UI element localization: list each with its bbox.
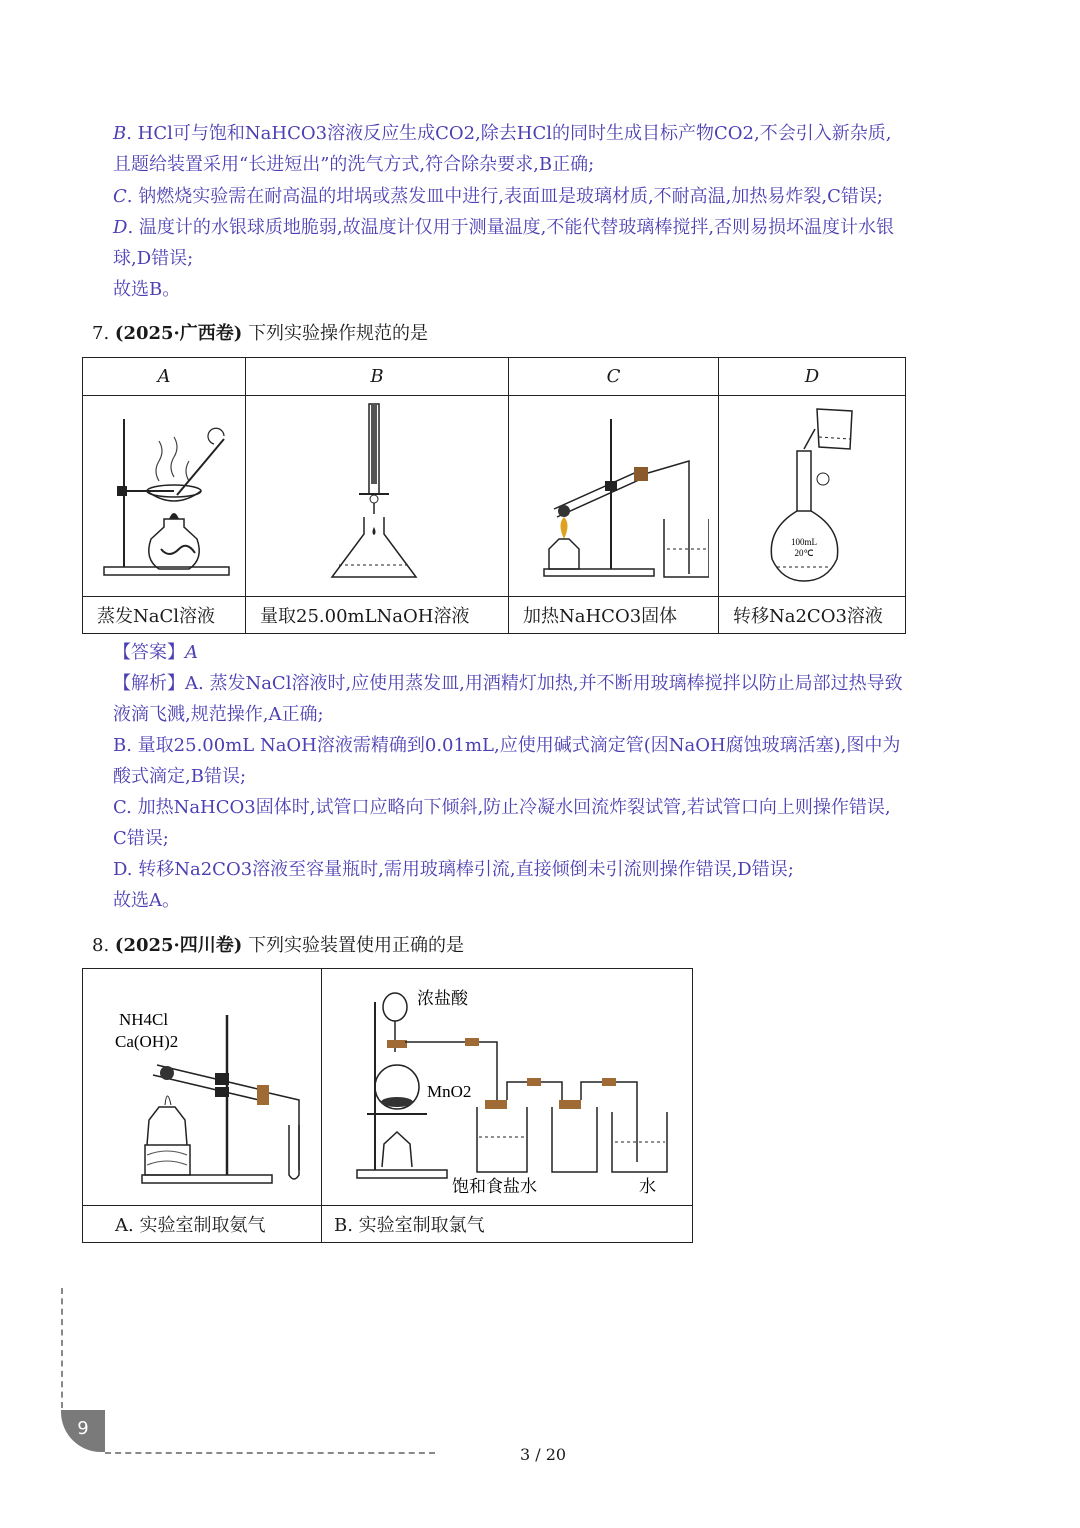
q7-stem: 7. (2025·广西卷) 下列实验操作规范的是 xyxy=(92,323,429,344)
q8-stem: 8. (2025·四川卷) 下列实验装置使用正确的是 xyxy=(92,935,465,956)
chapter-tab: 9 xyxy=(61,1410,105,1452)
margin-dash-horizontal xyxy=(105,1452,435,1454)
q7-image-a xyxy=(83,396,246,597)
label-caoh2: Ca(OH)2 xyxy=(115,1031,179,1051)
page-number: 3 / 20 xyxy=(520,1445,567,1464)
q8-image-b xyxy=(322,969,693,1206)
q7-image-b xyxy=(246,396,509,597)
q6-choice: 故选B。 xyxy=(113,279,181,300)
ammonia-apparatus-icon xyxy=(87,975,317,1195)
heating-test-tube-icon xyxy=(519,399,709,589)
q7-analysis-c1: C. 加热NaHCO3固体时,试管口应略向下倾斜,防止冷凝水回流炸裂试管,若试管口向上则操作错误, xyxy=(113,797,891,818)
q7-answer: 【答案】A xyxy=(113,642,198,663)
q7-caption-a: 蒸发NaCl溶液 xyxy=(83,597,246,634)
q6-b-line2: 且题给装置采用“长进短出”的洗气方式,符合除杂要求,B正确; xyxy=(113,154,595,175)
q7-analysis-a2: 液滴飞溅,规范操作,A正确; xyxy=(113,704,324,725)
q6-d-line1: D. 温度计的水银球质地脆弱,故温度计仅用于测量温度,不能代替玻璃棒搅拌,否则易损坏温度计水银 xyxy=(113,217,895,238)
q7-header-c: C xyxy=(509,358,719,396)
label-water: 水 xyxy=(639,1177,656,1196)
q8-caption-a: A. 实验室制取氨气 xyxy=(83,1206,322,1243)
q7-image-d xyxy=(719,396,906,597)
label-mno2: MnO2 xyxy=(427,1082,472,1101)
label-conc-hcl: 浓盐酸 xyxy=(417,989,468,1008)
q7-analysis-d: D. 转移Na2CO3溶液至容量瓶时,需用玻璃棒引流,直接倾倒未引流则操作错误,D错误; xyxy=(113,859,794,880)
q7-caption-d: 转移Na2CO3溶液 xyxy=(719,597,906,634)
label-nh4cl: NH4Cl xyxy=(119,1009,169,1029)
q6-c-line: C. 钠燃烧实验需在耐高温的坩埚或蒸发皿中进行,表面皿是玻璃材质,不耐高温,加热易炸裂,C错误; xyxy=(113,186,883,207)
flask-temp-label: 20℃ xyxy=(794,547,814,558)
burette-flask-icon xyxy=(317,399,437,589)
q7-analysis-c2: C错误; xyxy=(113,828,169,849)
q7-caption-c: 加热NaHCO3固体 xyxy=(509,597,719,634)
q7-choice: 故选A。 xyxy=(113,890,180,911)
q7-table xyxy=(82,357,906,634)
q7-caption-b: 量取25.00mLNaOH溶液 xyxy=(246,597,509,634)
q8-table xyxy=(82,968,693,1243)
chlorine-apparatus-icon xyxy=(327,972,687,1197)
q7-image-c xyxy=(509,396,719,597)
q6-b-line1: B. HCl可与饱和NaHCO3溶液反应生成CO2,除去HCl的同时生成目标产物CO2,不会引入新杂质, xyxy=(113,123,892,144)
q7-analysis-b2: 酸式滴定,B错误; xyxy=(113,766,247,787)
evaporation-apparatus-icon xyxy=(89,399,239,589)
q8-caption-b: B. 实验室制取氯气 xyxy=(322,1206,693,1243)
volumetric-flask-icon xyxy=(757,399,867,589)
q6-d-line2: 球,D错误; xyxy=(113,248,194,269)
q7-analysis-a1: 【解析】A. 蒸发NaCl溶液时,应使用蒸发皿,用酒精灯加热,并不断用玻璃棒搅拌以防止局部过热导致 xyxy=(113,673,903,694)
q7-header-b: B xyxy=(246,358,509,396)
q7-header-d: D xyxy=(719,358,906,396)
q8-image-a xyxy=(83,969,322,1206)
margin-dash-vertical xyxy=(61,1288,63,1408)
label-brine: 饱和食盐水 xyxy=(452,1177,537,1196)
flask-volume-label: 100mL xyxy=(791,536,817,547)
q7-analysis-b1: B. 量取25.00mL NaOH溶液需精确到0.01mL,应使用碱式滴定管(因NaOH腐蚀玻璃活塞),图中为 xyxy=(113,735,901,756)
q7-header-a: A xyxy=(83,358,246,396)
